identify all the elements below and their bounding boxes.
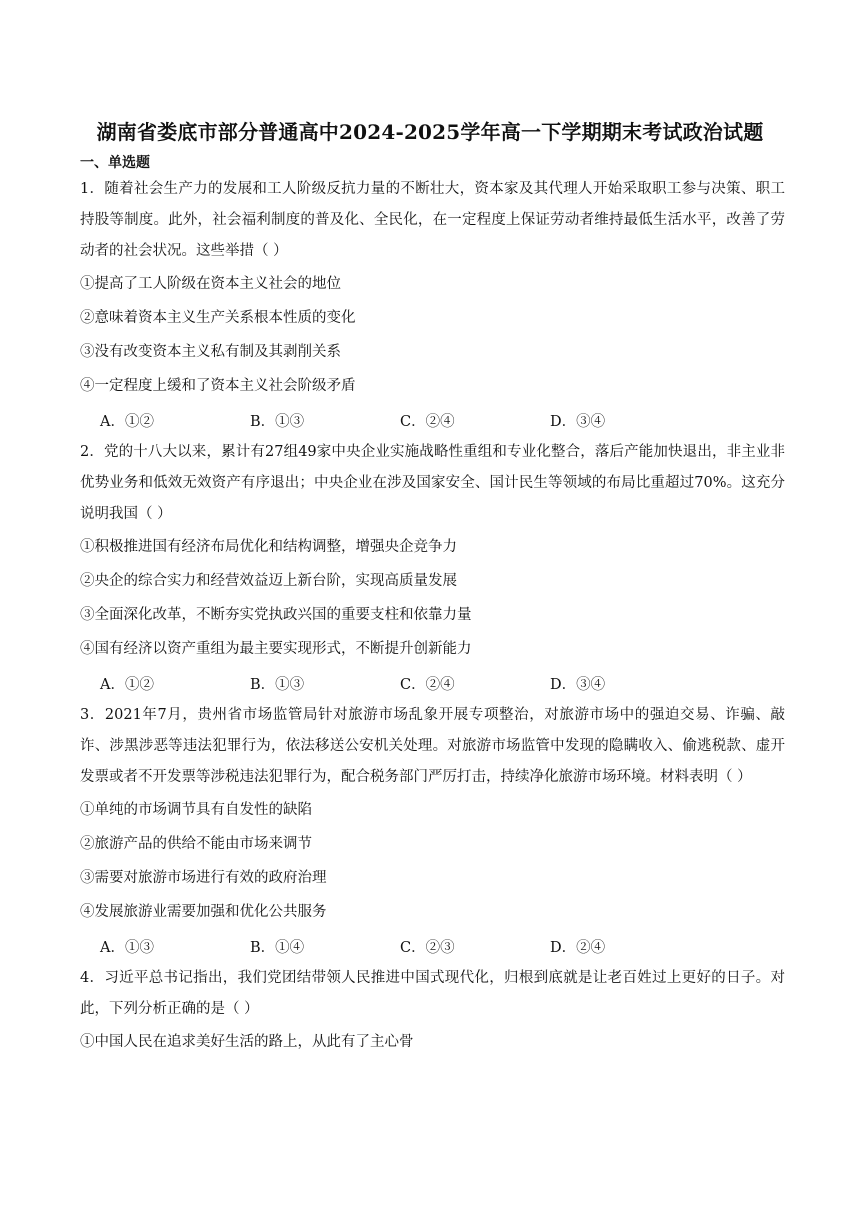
statement-option: ①提高了工人阶级在资本主义社会的地位	[80, 276, 341, 292]
choice-b: B．①④	[250, 939, 305, 956]
answer-choices	[80, 666, 785, 700]
choice-c: C．②④	[400, 413, 455, 430]
statement-option: ③全面深化改革，不断夯实党执政兴国的重要支柱和依靠力量	[80, 607, 472, 623]
section-heading: 一、单选题	[80, 155, 150, 171]
question-stem: 3．2021年7月，贵州省市场监管局针对旅游市场乱象开展专项整治，对旅游市场中的强迫交易、诈骗、敲诈、涉黑涉恶等违法犯罪行为，依法移送公安机关处理。对旅游市场监管中发现的隐瞒收入、偷逃税款、虚开发票或者不开发票等涉税违法犯罪行为，配合税务部门严厉打击，持续净化旅游市场环境。材料表明（ ）	[80, 707, 785, 785]
question-3	[80, 700, 785, 963]
question-4	[80, 963, 785, 1059]
choice-d: D．③④	[550, 676, 606, 693]
answer-choices	[80, 929, 785, 963]
question-1	[80, 174, 785, 437]
statement-option: ④国有经济以资产重组为最主要实现形式，不断提升创新能力	[80, 641, 472, 657]
question-stem: 2．党的十八大以来，累计有27组49家中央企业实施战略性重组和专业化整合，落后产能加快退出，非主业非优势业务和低效无效资产有序退出；中央企业在涉及国家安全、国计民生等领域的布局比重超过70%。这充分说明我国（ ）	[80, 444, 785, 522]
statement-option: ④发展旅游业需要加强和优化公共服务	[80, 904, 327, 920]
page-title: 湖南省娄底市部分普通高中2024-2025学年高一下学期期末考试政治试题	[96, 120, 764, 144]
question-2	[80, 437, 785, 700]
choice-b: B．①③	[250, 676, 305, 693]
question-stem: 1．随着社会生产力的发展和工人阶级反抗力量的不断壮大，资本家及其代理人开始采取职工参与决策、职工持股等制度。此外，社会福利制度的普及化、全民化，在一定程度上保证劳动者维持最低生活水平，改善了劳动者的社会状况。这些举措（ ）	[80, 181, 785, 259]
statement-option: ③没有改变资本主义私有制及其剥削关系	[80, 344, 341, 360]
statement-option: ②意味着资本主义生产关系根本性质的变化	[80, 310, 356, 326]
choice-b: B．①③	[250, 413, 305, 430]
choice-d: D．③④	[550, 413, 606, 430]
statement-option: ③需要对旅游市场进行有效的政府治理	[80, 870, 327, 886]
statement-option: ①单纯的市场调节具有自发性的缺陷	[80, 802, 312, 818]
choice-a: A．①③	[100, 939, 154, 956]
choice-a: A．①②	[100, 676, 154, 693]
statement-option: ②央企的综合实力和经营效益迈上新台阶，实现高质量发展	[80, 573, 457, 589]
choice-c: C．②③	[400, 939, 455, 956]
statement-option: ④一定程度上缓和了资本主义社会阶级矛盾	[80, 378, 356, 394]
question-stem: 4．习近平总书记指出，我们党团结带领人民推进中国式现代化，归根到底就是让老百姓过上更好的日子。对此，下列分析正确的是（ ）	[80, 970, 785, 1017]
choice-d: D．②④	[550, 939, 606, 956]
statement-option: ①中国人民在追求美好生活的路上，从此有了主心骨	[80, 1034, 414, 1050]
statement-option: ②旅游产品的供给不能由市场来调节	[80, 836, 312, 852]
choice-c: C．②④	[400, 676, 455, 693]
choice-a: A．①②	[100, 413, 154, 430]
statement-option: ①积极推进国有经济布局优化和结构调整，增强央企竞争力	[80, 539, 457, 555]
question-list	[80, 174, 785, 1059]
answer-choices	[80, 403, 785, 437]
